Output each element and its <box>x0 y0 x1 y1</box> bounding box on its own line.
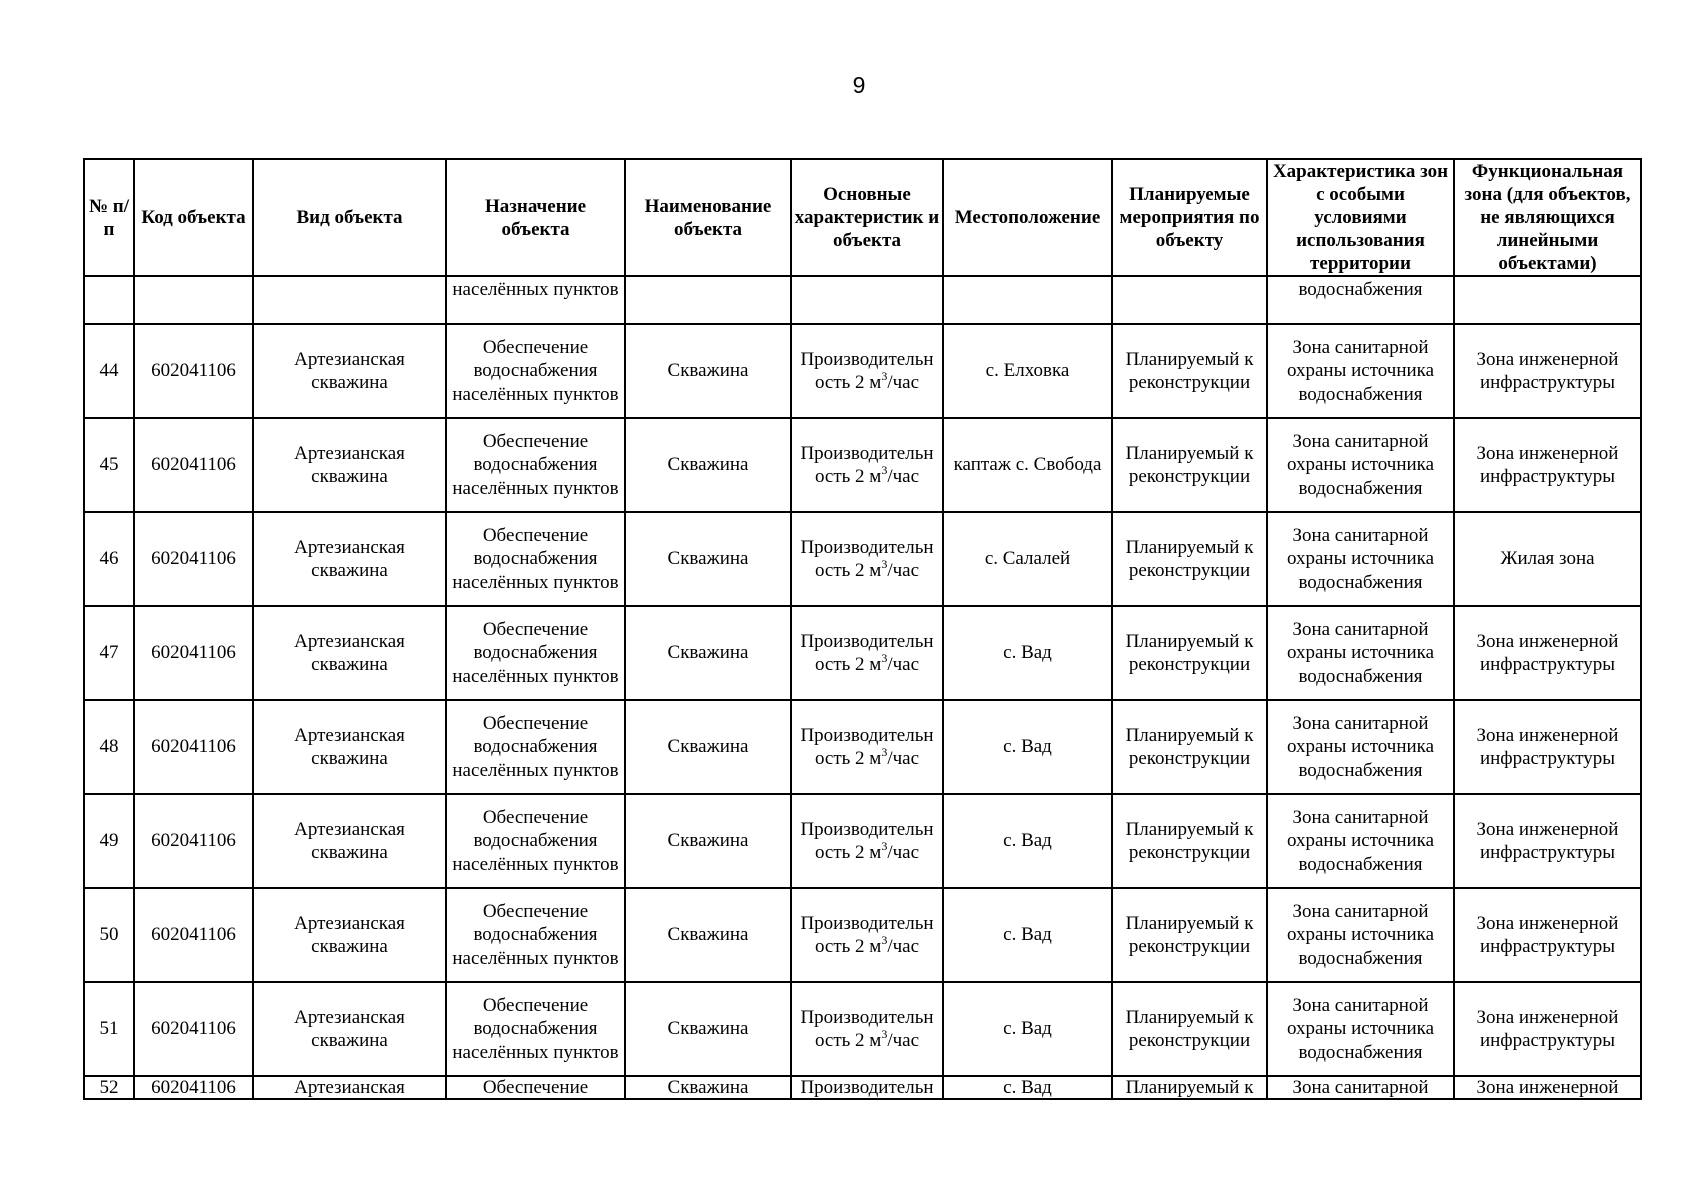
char-text: Производительн ость 2 м <box>800 348 934 393</box>
cell-number: 47 <box>84 606 134 700</box>
char-text: Производительн ость 2 м <box>800 442 934 487</box>
cell-location <box>943 1076 1112 1099</box>
cell-functional-zone: Зона инженерной инфраструктуры <box>1454 982 1641 1076</box>
header-number: № п/п <box>84 159 134 276</box>
cell-characteristics <box>791 276 943 324</box>
cell-code: 602041106 <box>134 982 253 1076</box>
cell-purpose <box>446 1076 625 1099</box>
char-sup: 3 <box>881 650 888 665</box>
char-sup: 3 <box>881 932 888 947</box>
cell-zones: Зона санитарной охраны источника водоснабжения <box>1267 888 1454 982</box>
cell-purpose: Обеспечение водоснабжения населённых пунктов <box>446 512 625 606</box>
cell-code: 602041106 <box>134 888 253 982</box>
header-name: Наименование объекта <box>625 159 791 276</box>
cell-type <box>253 276 446 324</box>
cell-text: Зона санитарной <box>1292 1077 1429 1098</box>
cell-location: с. Вад <box>943 606 1112 700</box>
cell-characteristics <box>791 606 943 700</box>
char-sup: 3 <box>881 1026 888 1041</box>
cell-number: 45 <box>84 418 134 512</box>
char-unit: /час <box>887 1030 920 1051</box>
cell-purpose: Обеспечение водоснабжения населённых пунктов <box>446 794 625 888</box>
table-row <box>84 888 1641 982</box>
table-row <box>84 512 1641 606</box>
cell-plan: Планируемый к реконструкции <box>1112 982 1267 1076</box>
header-characteristics: Основные характеристик и объекта <box>791 159 943 276</box>
cell-name: Скважина <box>625 888 791 982</box>
table-row <box>84 794 1641 888</box>
cell-plan: Планируемый к реконструкции <box>1112 418 1267 512</box>
cell-name: Скважина <box>625 606 791 700</box>
objects-table <box>83 158 1642 1100</box>
cell-text: 52 <box>99 1077 119 1098</box>
cell-name: Скважина <box>625 982 791 1076</box>
page-number: 9 <box>852 72 866 98</box>
cell-name: Скважина <box>625 794 791 888</box>
char-text: Производительн ость 2 м <box>800 630 934 675</box>
char-unit: /час <box>887 654 920 675</box>
char-text: Производительн ость 2 м <box>800 912 934 957</box>
cell-purpose: Обеспечение водоснабжения населённых пунктов <box>446 982 625 1076</box>
cell-location: с. Вад <box>943 982 1112 1076</box>
cell-purpose: Обеспечение водоснабжения населённых пунктов <box>446 888 625 982</box>
cell-code: 602041106 <box>134 512 253 606</box>
table-header-row <box>84 159 1641 276</box>
cell-zones: Зона санитарной охраны источника водоснабжения <box>1267 418 1454 512</box>
char-unit: /час <box>887 466 920 487</box>
cell-characteristics <box>791 700 943 794</box>
cell-text: Производительн <box>800 1077 934 1098</box>
cell-plan: Планируемый к реконструкции <box>1112 324 1267 418</box>
header-code: Код объекта <box>134 159 253 276</box>
char-unit: /час <box>887 936 920 957</box>
cell-text: с. Вад <box>1003 1077 1052 1098</box>
cell-functional-zone: Зона инженерной инфраструктуры <box>1454 324 1641 418</box>
cell-plan <box>1112 1076 1267 1099</box>
cell-plan: Планируемый к реконструкции <box>1112 888 1267 982</box>
cell-characteristics <box>791 794 943 888</box>
cell-location <box>943 276 1112 324</box>
cell-text: Артезианская <box>294 1077 405 1098</box>
cell-type: Артезианская скважина <box>253 512 446 606</box>
cell-characteristics <box>791 888 943 982</box>
cell-plan: Планируемый к реконструкции <box>1112 606 1267 700</box>
cell-type: Артезианская скважина <box>253 700 446 794</box>
char-text: Производительн ость 2 м <box>800 1006 934 1051</box>
cell-number: 44 <box>84 324 134 418</box>
cell-name: Скважина <box>625 324 791 418</box>
cell-zones: водоснабжения <box>1267 276 1454 324</box>
cell-functional-zone <box>1454 1076 1641 1099</box>
table-row <box>84 606 1641 700</box>
cell-name <box>625 1076 791 1099</box>
cell-number <box>84 1076 134 1099</box>
cell-number <box>84 276 134 324</box>
cell-purpose: Обеспечение водоснабжения населённых пунктов <box>446 418 625 512</box>
cell-name: Скважина <box>625 418 791 512</box>
cell-functional-zone: Зона инженерной инфраструктуры <box>1454 794 1641 888</box>
cell-type: Артезианская скважина <box>253 418 446 512</box>
cell-text: Зона инженерной <box>1476 1077 1619 1098</box>
cell-type: Артезианская скважина <box>253 606 446 700</box>
cell-location: с. Вад <box>943 794 1112 888</box>
char-sup: 3 <box>881 556 888 571</box>
cell-purpose: населённых пунктов <box>446 276 625 324</box>
cell-characteristics <box>791 982 943 1076</box>
cell-type: Артезианская скважина <box>253 794 446 888</box>
char-text: Производительн ость 2 м <box>800 818 934 863</box>
cell-zones <box>1267 1076 1454 1099</box>
char-sup: 3 <box>881 838 888 853</box>
char-sup: 3 <box>881 368 888 383</box>
cell-purpose: Обеспечение водоснабжения населённых пунктов <box>446 606 625 700</box>
cell-zones: Зона санитарной охраны источника водоснабжения <box>1267 324 1454 418</box>
cell-plan: Планируемый к реконструкции <box>1112 794 1267 888</box>
cell-name <box>625 276 791 324</box>
table-row-continuation <box>84 276 1641 324</box>
header-plan: Планируемые мероприятия по объекту <box>1112 159 1267 276</box>
cell-name: Скважина <box>625 700 791 794</box>
cell-number: 48 <box>84 700 134 794</box>
cell-number: 46 <box>84 512 134 606</box>
char-text: Производительн ость 2 м <box>800 724 934 769</box>
table-row-clipped <box>84 1076 1641 1099</box>
cell-zones: Зона санитарной охраны источника водоснабжения <box>1267 512 1454 606</box>
table-row <box>84 324 1641 418</box>
cell-location: с. Вад <box>943 888 1112 982</box>
cell-location: с. Вад <box>943 700 1112 794</box>
header-functional-zone: Функциональная зона (для объектов, не являющихся линейными объектами) <box>1454 159 1641 276</box>
cell-type <box>253 1076 446 1099</box>
char-unit: /час <box>887 372 920 393</box>
char-unit: /час <box>887 748 920 769</box>
cell-characteristics <box>791 1076 943 1099</box>
cell-code: 602041106 <box>134 794 253 888</box>
table-row <box>84 700 1641 794</box>
cell-characteristics <box>791 324 943 418</box>
cell-name: Скважина <box>625 512 791 606</box>
cell-code: 602041106 <box>134 324 253 418</box>
header-zones: Характеристика зон с особыми условиями использования территории <box>1267 159 1454 276</box>
cell-location: каптаж с. Свобода <box>943 418 1112 512</box>
cell-code: 602041106 <box>134 700 253 794</box>
char-sup: 3 <box>881 462 888 477</box>
cell-functional-zone: Жилая зона <box>1454 512 1641 606</box>
cell-functional-zone: Зона инженерной инфраструктуры <box>1454 418 1641 512</box>
cell-location: с. Салалей <box>943 512 1112 606</box>
cell-number: 50 <box>84 888 134 982</box>
char-text: Производительн ость 2 м <box>800 536 934 581</box>
cell-code: 602041106 <box>134 418 253 512</box>
cell-zones: Зона санитарной охраны источника водоснабжения <box>1267 794 1454 888</box>
cell-plan <box>1112 276 1267 324</box>
cell-zones: Зона санитарной охраны источника водоснабжения <box>1267 606 1454 700</box>
cell-number: 51 <box>84 982 134 1076</box>
cell-plan: Планируемый к реконструкции <box>1112 700 1267 794</box>
char-unit: /час <box>887 842 920 863</box>
cell-zones: Зона санитарной охраны источника водоснабжения <box>1267 982 1454 1076</box>
cell-characteristics <box>791 512 943 606</box>
cell-number: 49 <box>84 794 134 888</box>
cell-text: Скважина <box>667 1077 749 1098</box>
cell-code <box>134 1076 253 1099</box>
cell-zones: Зона санитарной охраны источника водоснабжения <box>1267 700 1454 794</box>
cell-functional-zone: Зона инженерной инфраструктуры <box>1454 606 1641 700</box>
cell-text: 602041106 <box>151 1077 236 1098</box>
cell-code <box>134 276 253 324</box>
cell-characteristics <box>791 418 943 512</box>
cell-purpose: Обеспечение водоснабжения населённых пунктов <box>446 700 625 794</box>
cell-text: Планируемый к <box>1125 1077 1254 1098</box>
cell-functional-zone: Зона инженерной инфраструктуры <box>1454 888 1641 982</box>
cell-purpose: Обеспечение водоснабжения населённых пунктов <box>446 324 625 418</box>
char-unit: /час <box>887 560 920 581</box>
cell-code: 602041106 <box>134 606 253 700</box>
cell-plan: Планируемый к реконструкции <box>1112 512 1267 606</box>
table-row <box>84 418 1641 512</box>
header-location: Местоположение <box>943 159 1112 276</box>
cell-type: Артезианская скважина <box>253 982 446 1076</box>
char-sup: 3 <box>881 744 888 759</box>
cell-location: с. Елховка <box>943 324 1112 418</box>
cell-text: Обеспечение <box>482 1077 589 1098</box>
cell-functional-zone <box>1454 276 1641 324</box>
cell-functional-zone: Зона инженерной инфраструктуры <box>1454 700 1641 794</box>
cell-type: Артезианская скважина <box>253 324 446 418</box>
table-row <box>84 982 1641 1076</box>
header-purpose: Назначение объекта <box>446 159 625 276</box>
header-type: Вид объекта <box>253 159 446 276</box>
cell-type: Артезианская скважина <box>253 888 446 982</box>
